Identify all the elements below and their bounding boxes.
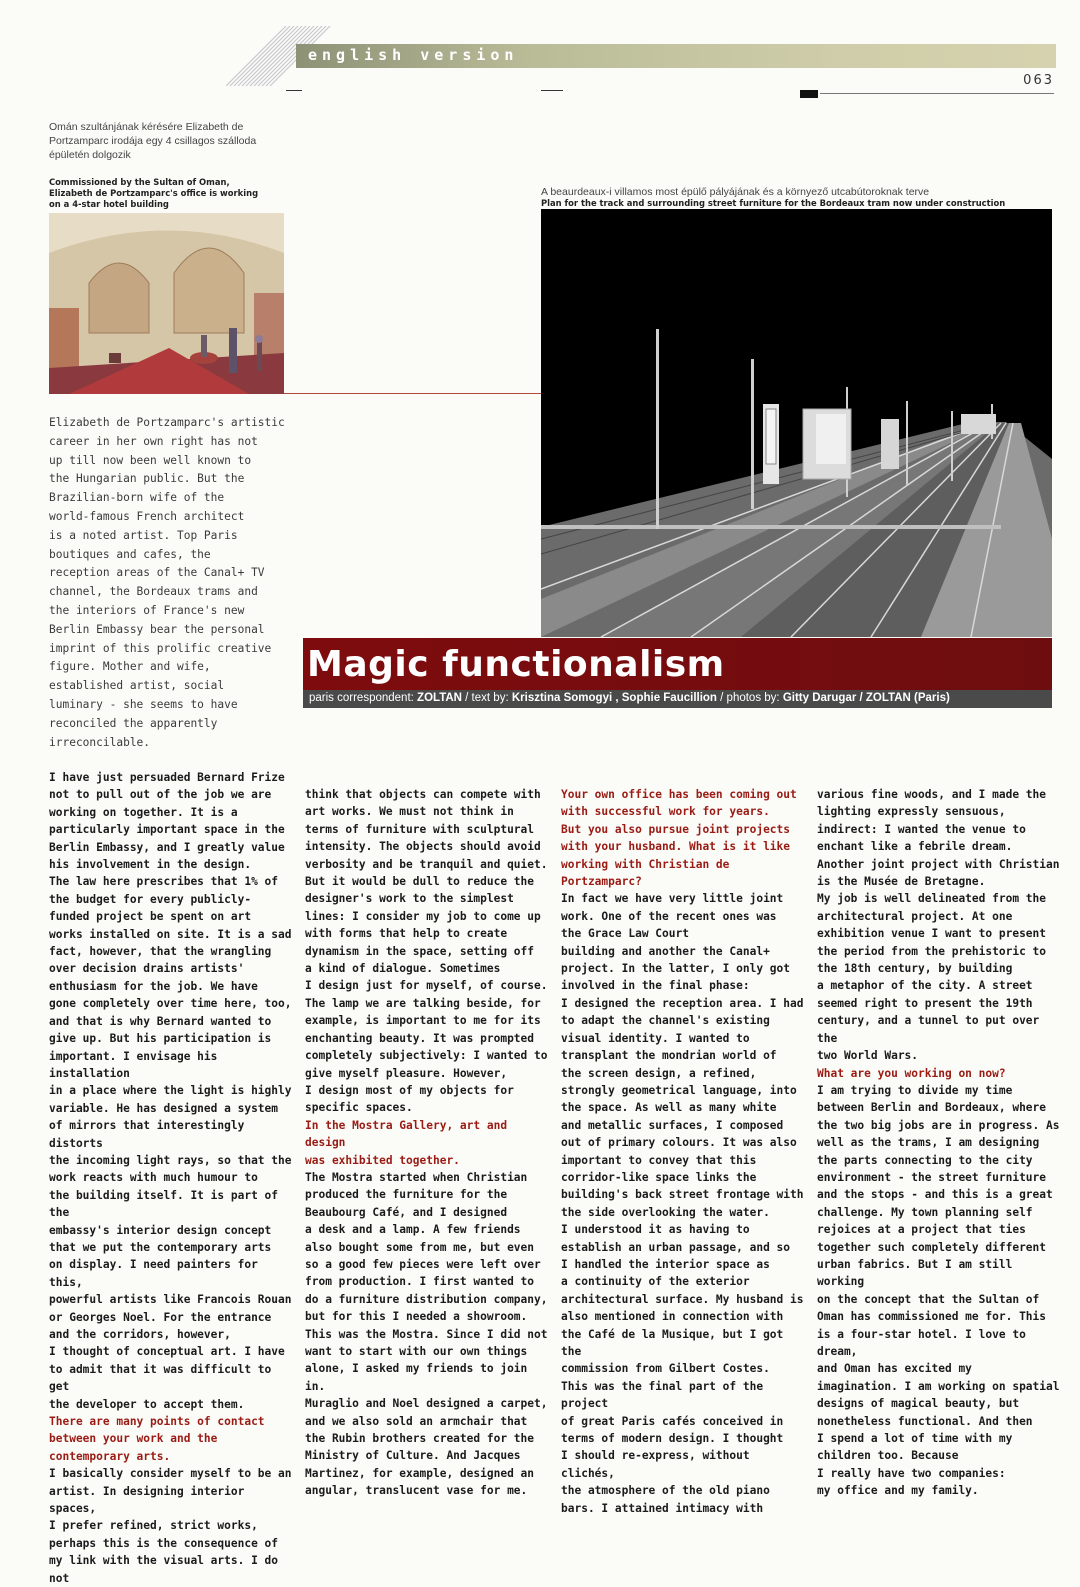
paragraph: think that objects can compete with art works. We must not think in terms of furniture with sculptural intensity. The objects should avoid verbosity and be tranquil and quiet. But it would be dull to reduce the designer's work to the simplest lines: I consider my job to come up with forms that help to create dynamism in the space, setting off a kind of dialogue. Sometimes I design just for myself, of course. The lamp we are talking beside, for example, is important to me for its enchanting beauty. It was prompted completely subjectively: I wanted to give myself pleasure. However, I design most of my objects for specific spaces. — [305, 788, 548, 1115]
paragraph: I have just persuaded Bernard Frize not to pull out of the job we are working on together. It is a particularly important space in the Berlin Embassy, and I greatly value his involvement in the design. The law here prescribes that 1% of the budget for every publicly- funded project be spent on art works installed on site. It is a sad fact, however, that the wrangling over decision drains artists' enthusiasm for the job. We have gone completely over time here, too, and that is why Bernard wanted to give up. But his participation is important. I envisage his installation in a place where the light is highly variable. He has designed a system of mirrors that interestingly distorts the incoming light rays, so that the work reacts with much humour to the building itself. It is part of the embassy's interior design concept that we put the contemporary arts on display. I need painters for this, powerful artists like Francois Rouan or Georges Noel. For the entrance and the corridors, however, I thought of conceptual art. I have to admit that it was difficult to get the developer to accept them. — [49, 771, 292, 1411]
caption-right-english: Plan for the track and surrounding street furniture for the Bordeaux tram now under construction — [541, 198, 1006, 208]
section-label: english version — [308, 46, 519, 64]
tram-track-render — [541, 209, 1052, 637]
interview-question: What are you working on now? — [817, 1066, 1006, 1080]
header-rule — [820, 93, 1054, 94]
divider-line — [284, 393, 541, 394]
caption-left-hungarian: Omán szultánjának kérésére Elizabeth de Portzamparc irodája egy 4 csillagos szálloda épületén dolgozik — [49, 121, 257, 161]
page-number: 063 — [1023, 73, 1054, 88]
header-marker — [800, 90, 818, 98]
photos-by-label: / photos by: — [720, 692, 780, 704]
paragraph: I basically consider myself to be an artist. In designing interior spaces, I prefer refined, strict works, perhaps this is the consequence of my link with the visual arts. I do not — [49, 1467, 292, 1585]
article-credits — [309, 692, 950, 704]
interview-question: In the Mostra Gallery, art and design was exhibited together. — [305, 1118, 508, 1167]
article-column-2 — [305, 786, 550, 1500]
interview-question: There are many points of contact between your work and the contemporary arts. — [49, 1415, 265, 1463]
caption-right-hungarian: A beaurdeaux-i villamos most épülő pályájának és a környező utcabútoroknak terve — [541, 186, 930, 198]
article-column-3 — [561, 786, 806, 1517]
correspondent-label: paris correspondent: — [309, 692, 414, 704]
article-column-4 — [817, 786, 1062, 1500]
article-column-1 — [49, 769, 294, 1587]
photographer-names: Gitty Darugar / ZOLTAN — [782, 692, 911, 704]
author-names: Krisztina Somogyi , Sophie Faucillion — [511, 692, 717, 704]
paragraph: In fact we have very little joint work. One of the recent ones was the Grace Law Court building and another the Canal+ project. In the latter, I only got involved in the final phase: I designed the reception area. I had to adapt the channel's existing visual identity. I wanted to transplant the mondrian world of the screen design, a refined, strongly geometrical language, into the space. As well as many white and metallic surfaces, I composed out of primary colours. It was also important to convey that this corridor-like space links the building's back street frontage with the side overlooking the water. I understood it as having to establish an urban passage, and so I handled the interior space as a continuity of the exterior architectural surface. My husband is also mentioned in connection with the Café de la Musique, but I got the commission from Gilbert Costes. This was the final part of the project of great Paris cafés conceived in terms of modern design. I thought I should re-express, without clichés, the atmosphere of the old piano bars. I attained intimacy with — [561, 892, 804, 1515]
intro-paragraph: Elizabeth de Portzamparc's artistic career in her own right has not up till now been well known to the Hungarian public. But the Brazilian-born wife of the world-famous French architect is a noted artist. Top Paris boutiques and cafes, the reception areas of the Canal+ TV channel, the Bordeaux trams and the interiors of France's new Berlin Embassy bear the personal imprint of this prolific creative figure. Mother and wife, established artist, social luminary - she seems to have reconciled the apparently irreconcilable. — [49, 416, 285, 749]
paragraph: various fine woods, and I made the lighting expressly sensuous, indirect: I wanted the venue to enchant like a febrile dream. Another joint project with Christian is the Musée de Bretagne. My job is well delineated from the architectural project. At one exhibition venue I want to present the period from the prehistoric to the 18th century, by building a metaphor of the city. A street seemed right to present the 19th century, and a tunnel to put over the two World Wars. — [817, 788, 1060, 1063]
hotel-interior-photo — [49, 213, 284, 394]
correspondent-name: ZOLTAN — [417, 692, 462, 704]
text-by-label: / text by: — [465, 692, 509, 704]
paragraph: I am trying to divide my time between Berlin and Bordeaux, where the two big jobs are in progress. As well as the trams, I am designing the parts connecting to the city environment - the street furniture and the stops - and this is a great challenge. My town planning self rejoices at a project that ties together such completely different urban fabrics. But I am still working on the concept that the Sultan of Oman has commissioned me for. This is a four-star hotel. I love to dream, and Oman has excited my imagination. I am working on spatial designs of magical beauty, but nonetheless functional. And then I spend a lot of time with my children too. Because I really have two companies: my office and my family. — [817, 1083, 1060, 1498]
city-label: (Paris) — [914, 692, 950, 704]
header-rule — [541, 90, 563, 91]
interview-question: Your own office has been coming out with successful work for years. But you also pursue joint projects with your husband. What is it like working with Christian de Portzamparc? — [561, 788, 797, 889]
caption-left-english: Commissioned by the Sultan of Oman, Elizabeth de Portzamparc's office is working on a 4-star hotel building — [49, 177, 259, 209]
header-rule — [286, 90, 302, 91]
article-title: Magic functionalism — [307, 644, 725, 685]
paragraph: The Mostra started when Christian produced the furniture for the Beaubourg Café, and I designed a desk and a lamp. A few friends also bought some from me, but even so a good few pieces were left over from production. I first wanted to do a furniture distribution company, but for this I needed a showroom. This was the Mostra. Since I did not want to start with our own things alone, I asked my friends to join in. Muraglio and Noel designed a carpet, and we also sold an armchair that the Rubin brothers created for the Ministry of Culture. And Jacques Martinez, for example, designed an angular, translucent vase for me. — [305, 1170, 548, 1498]
